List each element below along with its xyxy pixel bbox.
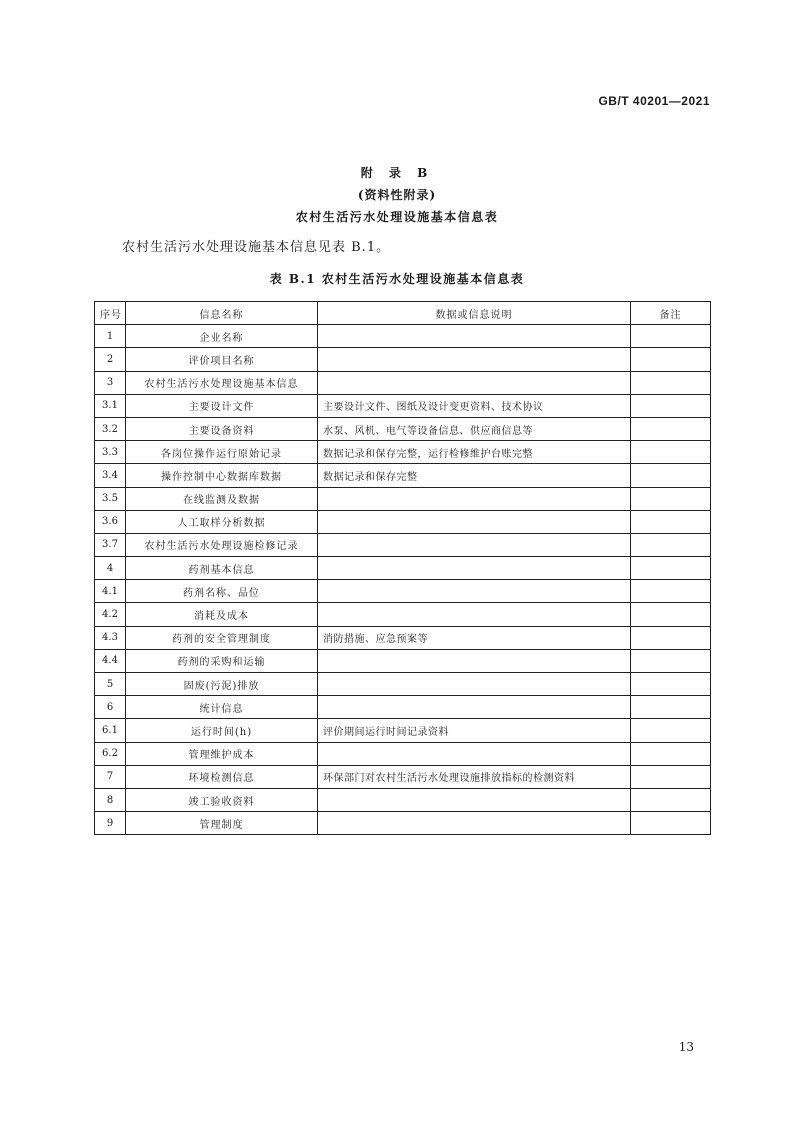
intro-paragraph: 农村生活污水处理设施基本信息见表 B.1。 bbox=[122, 240, 391, 255]
column-header-desc: 数据或信息说明 bbox=[318, 302, 631, 325]
table-caption: 表 B.1 农村生活污水处理设施基本信息表 bbox=[269, 272, 525, 286]
cell-name: 消耗及成本 bbox=[126, 603, 318, 626]
table-row bbox=[95, 719, 711, 742]
cell-name: 人工取样分析数据 bbox=[126, 510, 318, 533]
cell-name: 在线监测及数据 bbox=[126, 487, 318, 510]
cell-desc bbox=[318, 510, 631, 533]
cell-note bbox=[631, 812, 711, 835]
cell-seq: 3.6 bbox=[95, 510, 126, 533]
cell-name: 主要设备资料 bbox=[126, 417, 318, 440]
cell-desc bbox=[318, 812, 631, 835]
cell-seq: 3.2 bbox=[95, 417, 126, 440]
cell-name: 药剂的采购和运输 bbox=[126, 649, 318, 672]
cell-seq: 8 bbox=[95, 788, 126, 811]
table-row bbox=[95, 348, 711, 371]
cell-name: 操作控制中心数据库数据 bbox=[126, 464, 318, 487]
table-row bbox=[95, 742, 711, 765]
cell-name: 环境检测信息 bbox=[126, 765, 318, 788]
cell-seq: 4 bbox=[95, 557, 126, 580]
cell-desc bbox=[318, 649, 631, 672]
cell-name: 统计信息 bbox=[126, 696, 318, 719]
cell-note bbox=[631, 325, 711, 348]
cell-desc: 环保部门对农村生活污水处理设施排放指标的检测资料 bbox=[318, 765, 631, 788]
cell-note bbox=[631, 441, 711, 464]
table-row bbox=[95, 487, 711, 510]
table-row bbox=[95, 649, 711, 672]
cell-desc: 数据记录和保存完整 bbox=[318, 464, 631, 487]
cell-seq: 9 bbox=[95, 812, 126, 835]
info-table bbox=[94, 301, 711, 835]
column-header-note: 备注 bbox=[631, 302, 711, 325]
column-header-name: 信息名称 bbox=[126, 302, 318, 325]
cell-note bbox=[631, 603, 711, 626]
cell-note bbox=[631, 417, 711, 440]
cell-desc bbox=[318, 487, 631, 510]
cell-seq: 3.7 bbox=[95, 533, 126, 556]
cell-seq: 3.3 bbox=[95, 441, 126, 464]
standard-code: GB/T 40201—2021 bbox=[598, 94, 710, 108]
cell-desc bbox=[318, 325, 631, 348]
cell-note bbox=[631, 487, 711, 510]
table-row bbox=[95, 696, 711, 719]
cell-seq: 6.1 bbox=[95, 719, 126, 742]
cell-note bbox=[631, 533, 711, 556]
cell-note bbox=[631, 464, 711, 487]
cell-seq: 1 bbox=[95, 325, 126, 348]
cell-seq: 3.1 bbox=[95, 394, 126, 417]
cell-note bbox=[631, 371, 711, 394]
table-row bbox=[95, 417, 711, 440]
cell-name: 管理维护成本 bbox=[126, 742, 318, 765]
table-row bbox=[95, 441, 711, 464]
cell-name: 企业名称 bbox=[126, 325, 318, 348]
cell-note bbox=[631, 557, 711, 580]
cell-desc bbox=[318, 533, 631, 556]
cell-desc bbox=[318, 742, 631, 765]
cell-name: 农村生活污水处理设施检修记录 bbox=[126, 533, 318, 556]
cell-seq: 2 bbox=[95, 348, 126, 371]
cell-note bbox=[631, 719, 711, 742]
cell-name: 管理制度 bbox=[126, 812, 318, 835]
cell-desc bbox=[318, 557, 631, 580]
cell-desc bbox=[318, 788, 631, 811]
column-header-seq: 序号 bbox=[95, 302, 126, 325]
table-row bbox=[95, 673, 711, 696]
cell-name: 药剂名称、品位 bbox=[126, 580, 318, 603]
cell-seq: 3.5 bbox=[95, 487, 126, 510]
cell-seq: 6.2 bbox=[95, 742, 126, 765]
cell-desc bbox=[318, 603, 631, 626]
cell-note bbox=[631, 580, 711, 603]
annex-title: 附 录 B bbox=[360, 166, 434, 180]
table-row bbox=[95, 533, 711, 556]
table-row bbox=[95, 510, 711, 533]
cell-note bbox=[631, 765, 711, 788]
cell-name: 竣工验收资料 bbox=[126, 788, 318, 811]
cell-note bbox=[631, 394, 711, 417]
cell-note bbox=[631, 649, 711, 672]
cell-note bbox=[631, 742, 711, 765]
table-row bbox=[95, 371, 711, 394]
cell-note bbox=[631, 788, 711, 811]
table-row bbox=[95, 557, 711, 580]
cell-seq: 4.4 bbox=[95, 649, 126, 672]
table-body bbox=[95, 325, 711, 835]
cell-note bbox=[631, 696, 711, 719]
table-header-row bbox=[95, 302, 711, 325]
table-row bbox=[95, 580, 711, 603]
table-row bbox=[95, 812, 711, 835]
cell-name: 药剂基本信息 bbox=[126, 557, 318, 580]
cell-desc bbox=[318, 348, 631, 371]
cell-name: 固废(污泥)排放 bbox=[126, 673, 318, 696]
cell-desc bbox=[318, 696, 631, 719]
cell-desc: 水泵、风机、电气等设备信息、供应商信息等 bbox=[318, 417, 631, 440]
cell-desc: 评价期间运行时间记录资料 bbox=[318, 719, 631, 742]
cell-desc: 数据记录和保存完整，运行检修维护台账完整 bbox=[318, 441, 631, 464]
cell-desc bbox=[318, 673, 631, 696]
cell-name: 主要设计文件 bbox=[126, 394, 318, 417]
cell-desc bbox=[318, 371, 631, 394]
cell-name: 药剂的安全管理制度 bbox=[126, 626, 318, 649]
cell-desc bbox=[318, 580, 631, 603]
cell-name: 农村生活污水处理设施基本信息 bbox=[126, 371, 318, 394]
cell-note bbox=[631, 348, 711, 371]
cell-seq: 3 bbox=[95, 371, 126, 394]
cell-note bbox=[631, 626, 711, 649]
cell-seq: 4.1 bbox=[95, 580, 126, 603]
table-row bbox=[95, 765, 711, 788]
page-number: 13 bbox=[678, 1040, 694, 1054]
cell-seq: 6 bbox=[95, 696, 126, 719]
cell-note bbox=[631, 510, 711, 533]
cell-note bbox=[631, 673, 711, 696]
cell-desc: 消防措施、应急预案等 bbox=[318, 626, 631, 649]
table-row bbox=[95, 325, 711, 348]
cell-seq: 4.2 bbox=[95, 603, 126, 626]
cell-seq: 3.4 bbox=[95, 464, 126, 487]
table-row bbox=[95, 788, 711, 811]
cell-name: 各岗位操作运行原始记录 bbox=[126, 441, 318, 464]
annex-type: (资料性附录) bbox=[357, 188, 437, 202]
cell-name: 评价项目名称 bbox=[126, 348, 318, 371]
table-row bbox=[95, 394, 711, 417]
cell-seq: 4.3 bbox=[95, 626, 126, 649]
cell-desc: 主要设计文件、图纸及设计变更资料、技术协议 bbox=[318, 394, 631, 417]
cell-name: 运行时间(h) bbox=[126, 719, 318, 742]
table-row bbox=[95, 464, 711, 487]
table-row bbox=[95, 603, 711, 626]
cell-seq: 7 bbox=[95, 765, 126, 788]
table-row bbox=[95, 626, 711, 649]
cell-seq: 5 bbox=[95, 673, 126, 696]
annex-name: 农村生活污水处理设施基本信息表 bbox=[295, 210, 499, 224]
